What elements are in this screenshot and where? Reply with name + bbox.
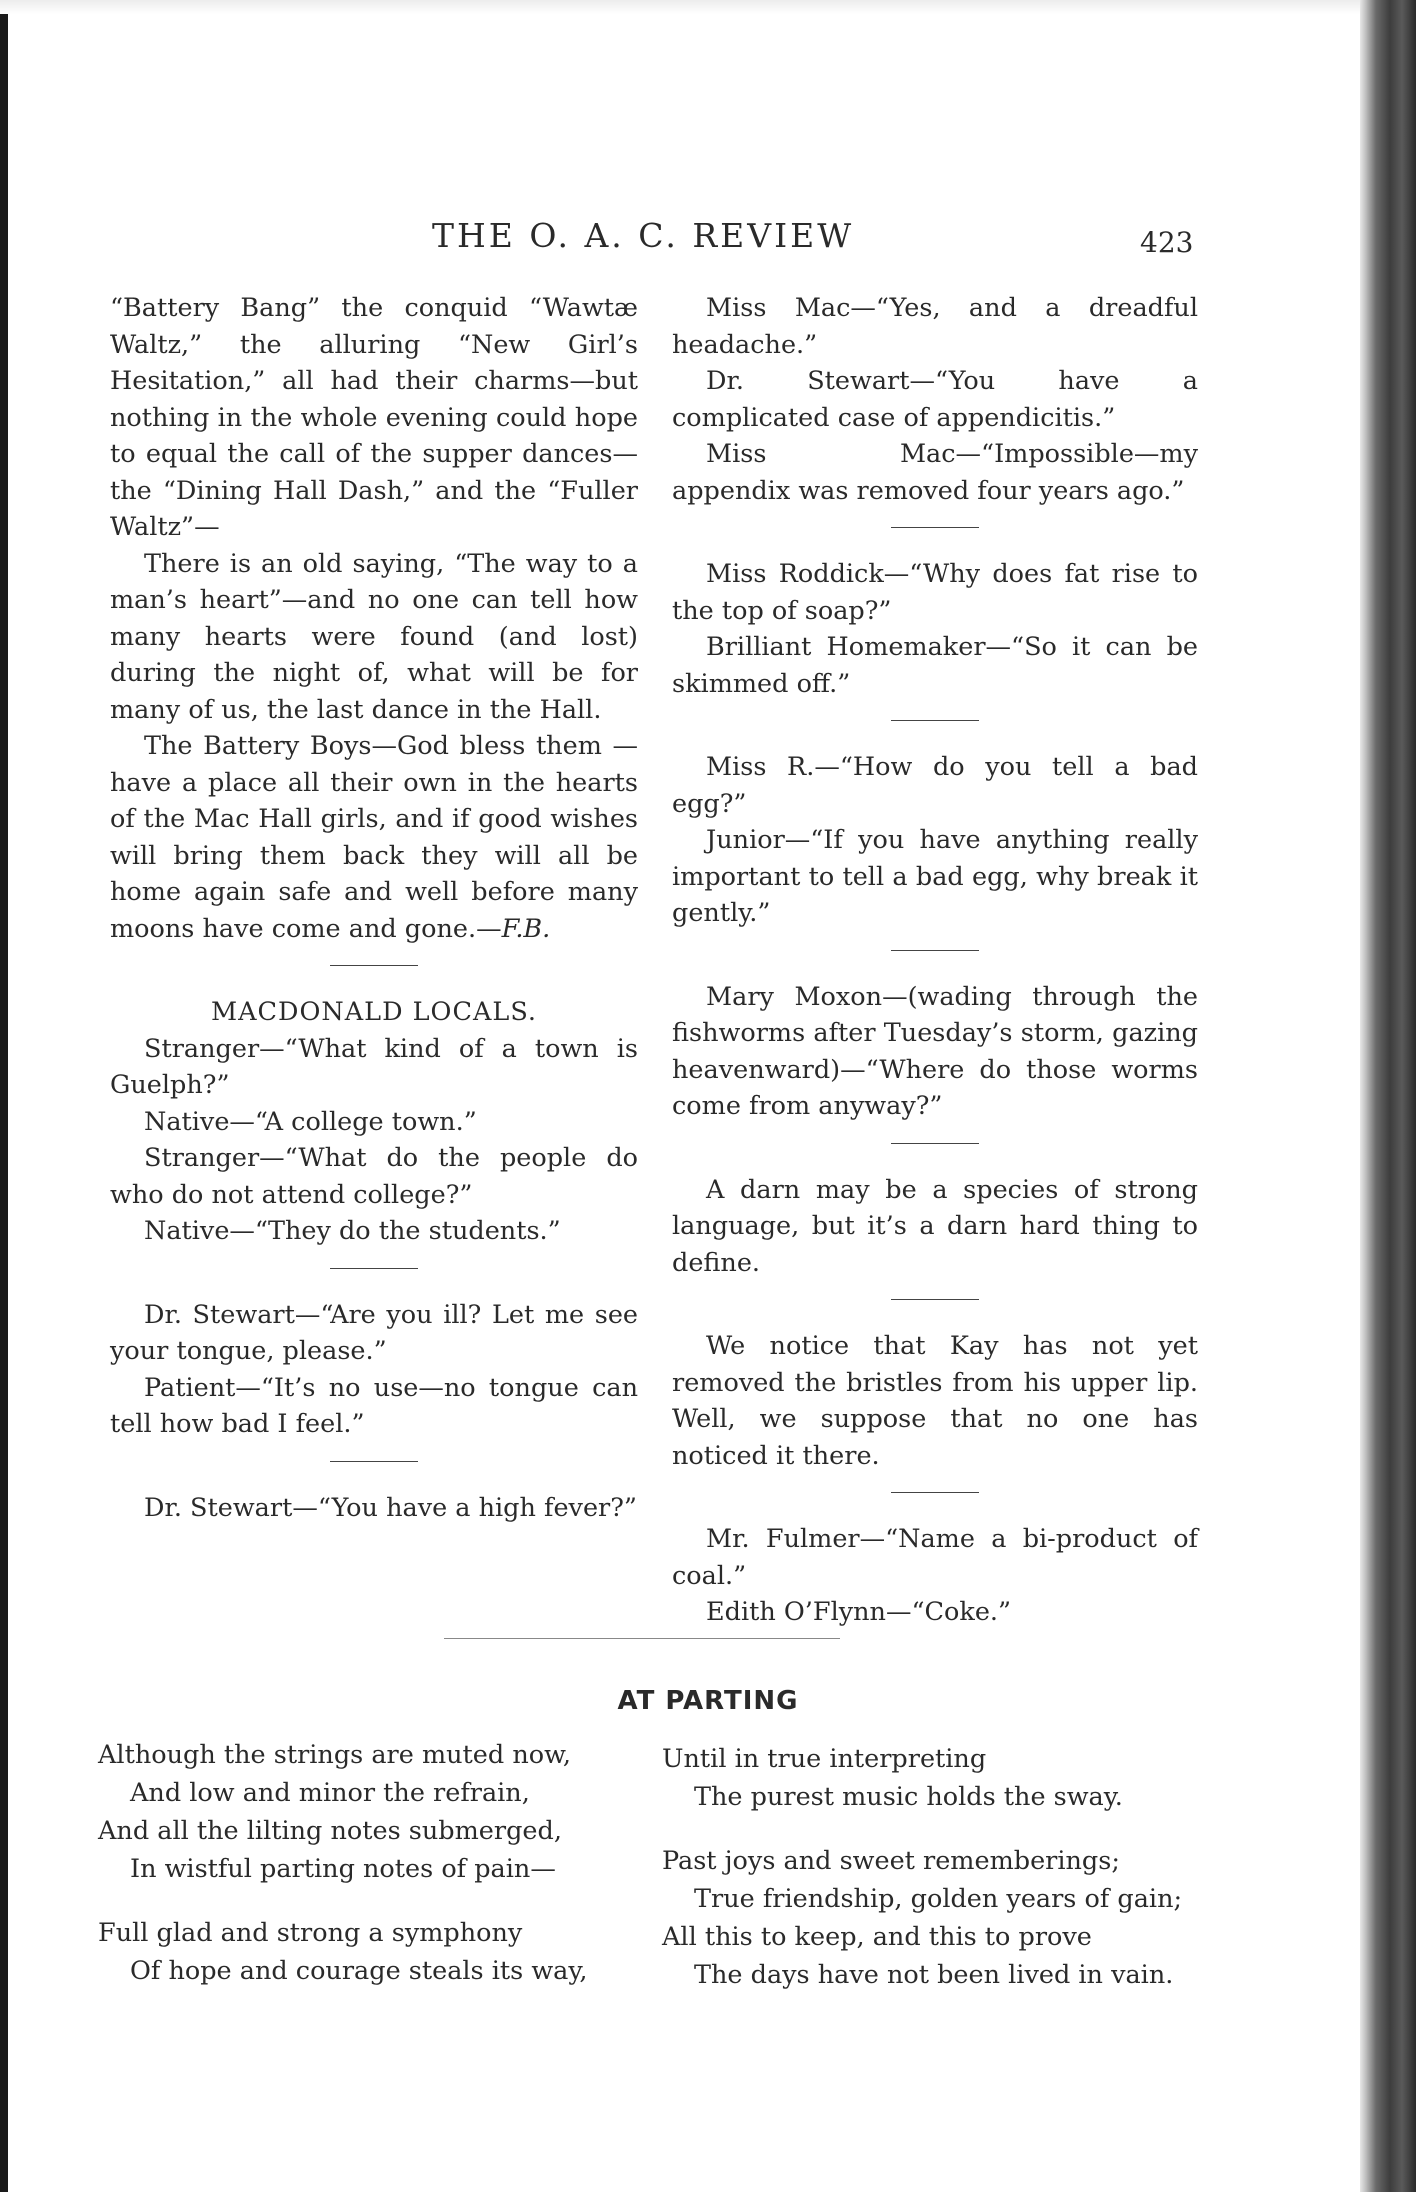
local-item: Mary Moxon—(wading through the fishworms after Tuesday’s storm, gazing heavenward)—“Where do those worms come from anyway?” <box>672 981 1198 1121</box>
poem-line: Full glad and strong a symphony <box>98 1918 523 1948</box>
poem-line: And all the lilting notes submerged, <box>98 1816 562 1846</box>
divider <box>891 1492 979 1493</box>
page-header <box>0 216 1416 266</box>
poem-title: AT PARTING <box>617 1686 799 1716</box>
local-item: Native—“They do the students.” <box>144 1216 561 1246</box>
local-item: Edith O’Flynn—“Coke.” <box>706 1597 1012 1627</box>
poem-stanza <box>98 1736 658 1888</box>
local-item: Dr. Stewart—“Are you ill? Let me see your tongue, please.” <box>110 1299 638 1366</box>
paragraph: There is an old saying, “The way to a man’s heart”—and no one can tell how many hearts were found (and lost) during the night of, what will be for many of us, the last dance in the Hall. <box>110 548 638 725</box>
page-number: 423 <box>1140 226 1194 259</box>
poem-line: And low and minor the refrain, <box>130 1778 530 1808</box>
paragraph <box>110 728 638 947</box>
divider <box>891 1299 979 1300</box>
local-item: Mr. Fulmer—“Name a bi-product of coal.” <box>672 1524 1198 1591</box>
poem-line: In wistful parting notes of pain— <box>130 1854 556 1884</box>
poem-line: The purest music holds the sway. <box>694 1782 1123 1812</box>
scan-right-edge <box>1360 0 1416 2192</box>
local-item: Native—“A college town.” <box>144 1106 477 1137</box>
divider <box>330 1461 418 1462</box>
local-item: Stranger—“What kind of a town is Guelph?” <box>110 1033 638 1100</box>
section-separator <box>444 1638 840 1639</box>
local-item: Stranger—“What do the people do who do not attend college?” <box>110 1143 638 1210</box>
poem-left-column <box>98 1736 658 2016</box>
poem-stanza <box>662 1740 1222 1816</box>
section-heading: MACDONALD LOCALS. <box>211 997 537 1027</box>
local-item: Miss Mac—“Yes, and a dreadful headache.” <box>672 293 1198 360</box>
divider <box>891 527 979 528</box>
author-initials: F.B. <box>501 913 551 944</box>
divider <box>330 1268 418 1269</box>
poem-stanza <box>662 1842 1222 1994</box>
paragraph: “Battery Bang” the conquid “Wawtæ Waltz,” the alluring “New Girl’s Hesitation,” all had their charms—but nothing in the whole evening could hope to equal the call of the supper dances—the “Dining Hall Dash,” and the “Fuller Waltz”— <box>110 293 638 542</box>
local-item: Patient—“It’s no use—no tongue can tell how bad I feel.” <box>110 1372 638 1439</box>
poem-line: All this to keep, and this to prove <box>662 1922 1092 1952</box>
divider <box>330 965 418 966</box>
scan-left-edge <box>0 0 8 2192</box>
poem-right-column <box>662 1740 1222 2020</box>
paragraph-text: The Battery Boys—God bless them —have a place all their own in the hearts of the Mac Hall girls, and if good wishes will bring them back they will all be home again safe and well before many moons have come and gone.— <box>110 731 638 944</box>
right-column <box>672 290 1198 1631</box>
divider <box>891 950 979 951</box>
local-item: Miss Roddick—“Why does fat rise to the top of soap?” <box>672 559 1198 626</box>
divider <box>891 1143 979 1144</box>
poem-line: Until in true interpreting <box>662 1744 987 1774</box>
local-item: Brilliant Homemaker—“So it can be skimmed off.” <box>672 632 1198 699</box>
poem-line: True friendship, golden years of gain; <box>694 1884 1183 1914</box>
running-title: THE O. A. C. REVIEW <box>432 216 855 255</box>
scan-top-edge <box>0 0 1416 14</box>
local-item: Junior—“If you have anything really important to tell a bad egg, why break it gently.” <box>672 825 1198 928</box>
poem-line: Of hope and courage steals its way, <box>130 1956 588 1986</box>
local-item: Dr. Stewart—“You have a complicated case of appendicitis.” <box>672 366 1198 433</box>
poem-line: Past joys and sweet rememberings; <box>662 1846 1120 1876</box>
local-item: Miss R.—“How do you tell a bad egg?” <box>672 752 1198 819</box>
local-item: Dr. Stewart—“You have a high fever?” <box>144 1492 637 1523</box>
poem-line: The days have not been lived in vain. <box>694 1960 1174 1990</box>
local-item: We notice that Kay has not yet removed the bristles from his upper lip. Well, we suppose that no one has noticed it there. <box>672 1331 1198 1471</box>
poem-stanza <box>98 1914 658 1990</box>
poem-line: Although the strings are muted now, <box>98 1740 571 1770</box>
local-item: A darn may be a species of strong language, but it’s a darn hard thing to define. <box>672 1174 1198 1278</box>
local-item: Miss Mac—“Impossible—my appendix was removed four years ago.” <box>672 439 1198 506</box>
left-column <box>110 290 638 1526</box>
divider <box>891 720 979 721</box>
